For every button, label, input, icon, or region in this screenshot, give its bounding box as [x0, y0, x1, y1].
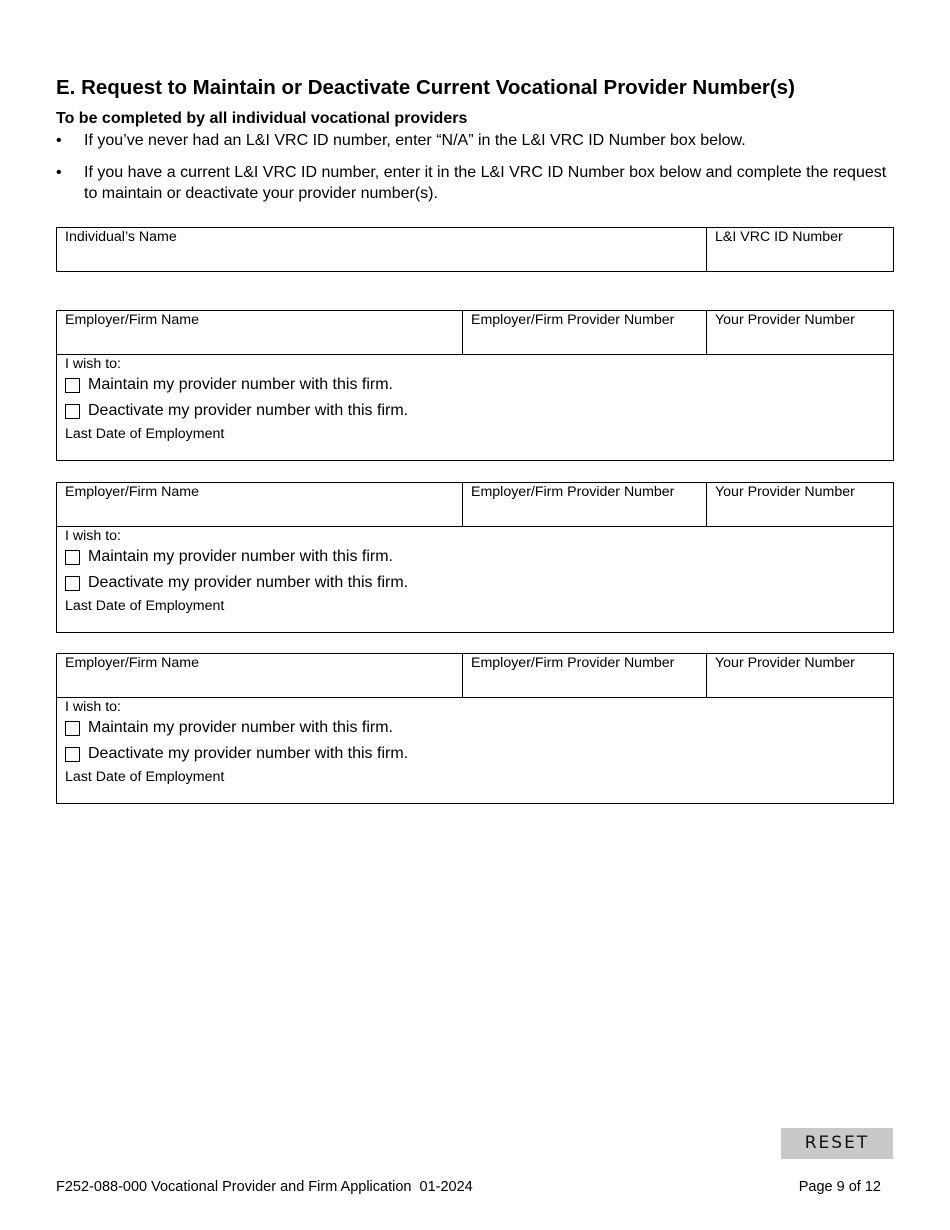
deactivate-option[interactable] [65, 741, 885, 767]
maintain-option[interactable] [65, 372, 885, 398]
deactivate-option[interactable] [65, 570, 885, 596]
employer-header-row [57, 483, 893, 526]
deactivate-checkbox[interactable] [65, 576, 80, 591]
deactivate-checkbox[interactable] [65, 404, 80, 419]
last-date-of-employment-label: Last Date of Employment [65, 426, 225, 442]
maintain-option[interactable] [65, 544, 885, 570]
your-provider-number-label: Your Provider Number [715, 312, 855, 328]
instruction-item [56, 130, 894, 151]
vrc-id-number-label: L&I VRC ID Number [715, 229, 843, 245]
maintain-checkbox[interactable] [65, 378, 80, 393]
your-provider-number-label: Your Provider Number [715, 484, 855, 500]
wish-label: I wish to: [65, 528, 121, 544]
maintain-option[interactable] [65, 715, 885, 741]
deactivate-option[interactable] [65, 398, 885, 424]
instruction-list [56, 130, 894, 204]
vrc-id-number-field[interactable] [706, 228, 893, 271]
maintain-checkbox[interactable] [65, 550, 80, 565]
firm-provider-number-field[interactable] [462, 311, 706, 354]
form-id-footer: F252-088-000 Vocational Provider and Firm Application 01-2024 [56, 1179, 473, 1195]
reset-button[interactable]: RESET [781, 1128, 893, 1159]
last-date-of-employment-field[interactable] [65, 426, 885, 442]
employer-block [56, 653, 894, 804]
instruction-text: If you have a current L&I VRC ID number, enter it in the L&I VRC ID Number box below and complete the request to maintain or deactivate your provider number(s). [84, 164, 887, 202]
deactivate-label: Deactivate my provider number with this firm. [88, 745, 409, 762]
firm-name-label: Employer/Firm Name [65, 655, 200, 671]
employer-header-row [57, 311, 893, 354]
wish-section [57, 526, 893, 632]
instruction-text: If you’ve never had an L&I VRC ID number, enter “N/A” in the L&I VRC ID Number box below. [84, 132, 746, 149]
wish-section [57, 354, 893, 460]
instruction-item [56, 162, 894, 204]
bullet-icon: • [56, 132, 62, 149]
your-provider-number-label: Your Provider Number [715, 655, 855, 671]
bullet-icon: • [56, 164, 62, 181]
deactivate-label: Deactivate my provider number with this firm. [88, 402, 409, 419]
firm-name-field[interactable] [57, 311, 462, 354]
wish-label: I wish to: [65, 699, 121, 715]
last-date-of-employment-label: Last Date of Employment [65, 769, 225, 785]
maintain-label: Maintain my provider number with this firm. [88, 376, 393, 393]
your-provider-number-field[interactable] [706, 483, 893, 526]
individual-name-field[interactable] [57, 228, 706, 271]
firm-name-label: Employer/Firm Name [65, 484, 200, 500]
last-date-of-employment-field[interactable] [65, 598, 885, 614]
firm-provider-number-field[interactable] [462, 483, 706, 526]
page-number: Page 9 of 12 [798, 1179, 881, 1195]
deactivate-checkbox[interactable] [65, 747, 80, 762]
wish-label: I wish to: [65, 356, 121, 372]
maintain-checkbox[interactable] [65, 721, 80, 736]
your-provider-number-field[interactable] [706, 654, 893, 697]
employer-block [56, 310, 894, 461]
maintain-label: Maintain my provider number with this firm. [88, 719, 393, 736]
maintain-label: Maintain my provider number with this firm. [88, 548, 393, 565]
last-date-of-employment-field[interactable] [65, 769, 885, 785]
employer-header-row [57, 654, 893, 697]
firm-provider-number-field[interactable] [462, 654, 706, 697]
firm-name-field[interactable] [57, 654, 462, 697]
firm-provider-number-label: Employer/Firm Provider Number [471, 484, 675, 500]
last-date-of-employment-label: Last Date of Employment [65, 598, 225, 614]
firm-provider-number-label: Employer/Firm Provider Number [471, 655, 675, 671]
section-subheading: To be completed by all individual vocational providers [56, 110, 468, 127]
individual-name-label: Individual’s Name [65, 229, 177, 245]
your-provider-number-field[interactable] [706, 311, 893, 354]
firm-name-field[interactable] [57, 483, 462, 526]
page-title: E. Request to Maintain or Deactivate Current Vocational Provider Number(s) [56, 76, 795, 99]
individual-info-box [56, 227, 894, 272]
individual-row [57, 228, 893, 271]
firm-provider-number-label: Employer/Firm Provider Number [471, 312, 675, 328]
wish-section [57, 697, 893, 803]
employer-block [56, 482, 894, 633]
deactivate-label: Deactivate my provider number with this firm. [88, 574, 409, 591]
firm-name-label: Employer/Firm Name [65, 312, 200, 328]
